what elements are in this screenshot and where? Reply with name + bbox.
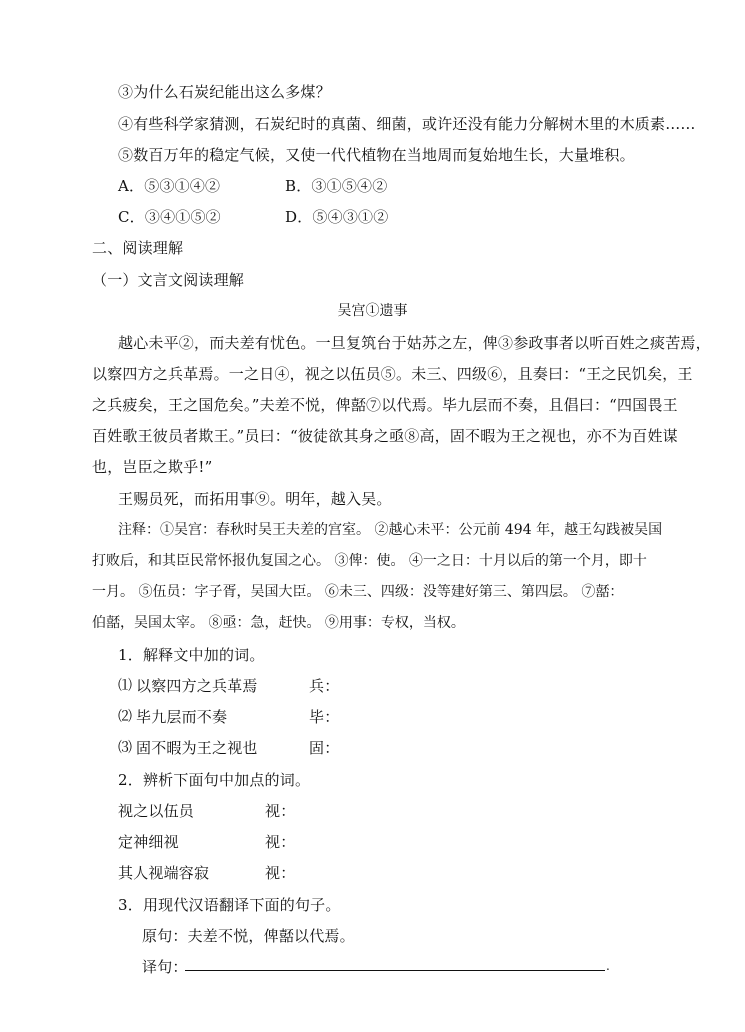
option-d: D．⑤④③①② [285,208,389,226]
passage-line: 越心未平②，而夫差有忧色。一旦复筑台于姑苏之左，俾③参政事者以听百姓之痰苦焉， [118,334,711,352]
q1-item-label: 毕： [309,708,340,726]
passage-line: 王赐员死，而拓用事⑨。明年，越入吴。 [118,490,392,508]
passage-line: 之兵疲矣，王之国危矣。”夫差不悦，俾嚭⑦以代焉。毕九层而不奏，且倡曰：“四国畏王 [92,396,678,414]
notes-line: 注释：①吴宫：春秋时吴王夫差的宫室。 ②越心未平：公元前 494 年，越王勾践被吴国 [118,522,663,538]
question-1-stem: 1．解释文中加的词。 [118,646,265,664]
translation-end-mark: . [606,959,610,973]
notes-line: 打败后，和其臣民常怀报仇复国之心。 ③俾：使。 ④一之日：十月以后的第一个月，即十 [92,553,647,569]
q3-translation-label: 译句： [142,958,188,976]
notes-line: 一月。 ⑤伍员：字子胥，吴国大臣。 ⑥未三、四级：没等建好第三、第四层。 ⑦嚭： [92,584,624,600]
q1-item-text: 以察四方之兵革焉 [136,677,258,695]
q1-item-number: ⑴ [118,678,132,694]
q2-item-label: 视： [265,833,296,851]
q2-item-label: 视： [265,802,296,820]
q1-item-text: 固不暇为王之视也 [136,739,258,757]
passage-line: 以察四方之兵革焉。一之日④，视之以伍员⑤。未三、四级⑥，且奏曰：“王之民饥矣，王 [92,365,693,383]
passage-line: 百姓歌王彼员者欺王。”员曰：“彼徒欲其身之亟⑧高，固不暇为王之视也，亦不为百姓谋 [92,427,678,445]
notes-line: 伯嚭，吴国太宰。 ⑧亟：急，赶快。 ⑨用事：专权，当权。 [92,615,465,631]
passage-title: 吴宫①遗事 [337,303,408,319]
q1-item-text: 毕九层而不奏 [136,708,228,726]
q1-item-number: ⑶ [118,740,132,756]
q1-item-label: 固： [309,739,340,757]
section-heading: 二、阅读理解 [92,239,184,257]
q2-item-text: 定神细视 [118,833,179,851]
option-b: B．③①⑤④② [285,177,388,195]
q1-item-label: 兵： [309,677,340,695]
q3-original-sentence: 原句：夫差不悦，俾嚭以代焉。 [142,927,355,945]
question-3-stem: 3．用现代汉语翻译下面的句子。 [118,896,341,914]
q2-item-text: 视之以伍员 [118,802,195,820]
passage-line: 也，岂臣之欺乎!” [92,458,213,476]
option-c: C．③④①⑤② [118,208,221,226]
option-a: A．⑤③①④② [118,177,221,195]
translation-answer-line[interactable] [185,970,605,971]
q2-item-label: 视： [265,864,296,882]
question-item-3: ③为什么石炭纪能出这么多煤？ [118,83,331,101]
q1-item-number: ⑵ [118,709,132,725]
q2-item-text: 其人视端容寂 [118,864,210,882]
question-item-4: ④有些科学家猜测，石炭纪时的真菌、细菌，或许还没有能力分解树木里的木质素…… [118,115,696,133]
question-item-5: ⑤数百万年的稳定气候，又使一代代植物在当地周而复始地生长，大量堆积。 [118,146,635,164]
section-subheading: （一）文言文阅读理解 [92,271,245,289]
question-2-stem: 2．辨析下面句中加点的词。 [118,771,311,789]
